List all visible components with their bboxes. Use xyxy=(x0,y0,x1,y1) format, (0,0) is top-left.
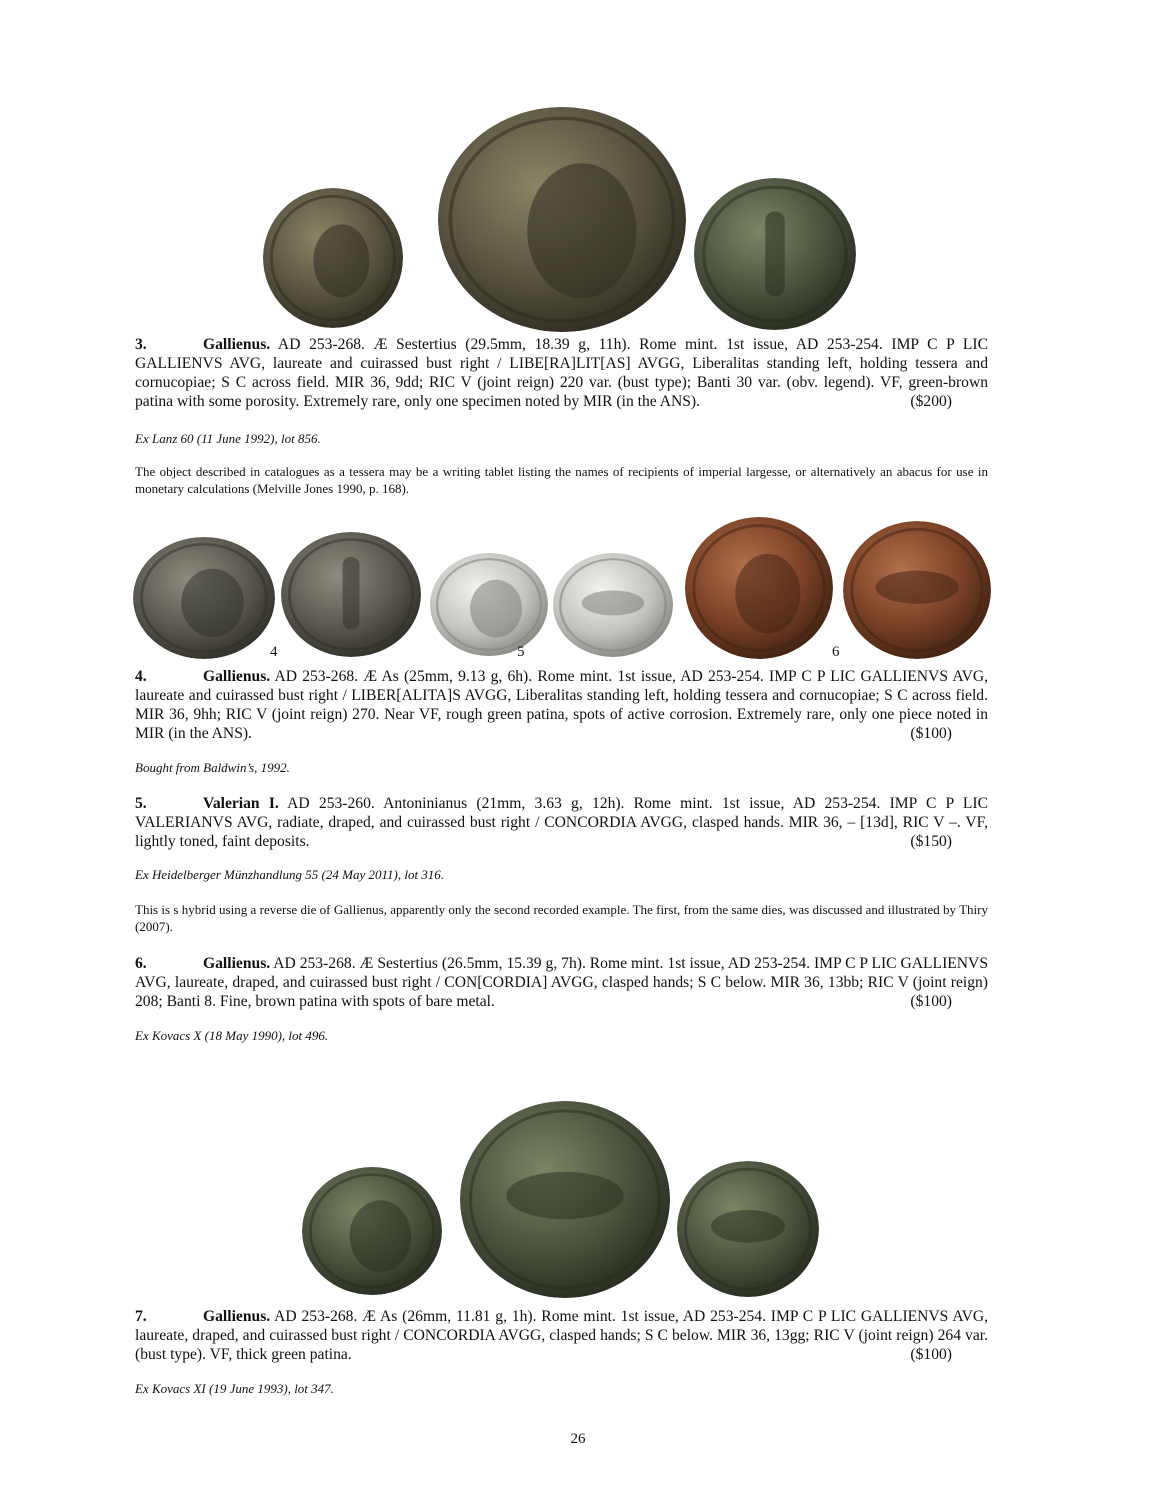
provenance-6: Ex Kovacs X (18 May 1990), lot 496. xyxy=(135,1028,329,1043)
catalogue-entry-6 xyxy=(135,954,988,1011)
entry-description: AD 253-260. Antoninianus (21mm, 3.63 g, 12h). Rome mint. 1st issue, AD 253-254. IMP C P LIC VALERIANVS AVG, radiate, draped, and cuirassed bust right / CONCORDIA AVGG, clasped hands. MIR 36, – [13d], RIC V –. VF, lightly toned, faint deposits. xyxy=(135,795,988,850)
entry-description: AD 253-268. Æ Sestertius (26.5mm, 15.39 g, 7h). Rome mint. 1st issue, AD 253-254. IMP C P LIC GALLIENVS AVG, laureate, draped, and cuirassed bust right / CON[CORDIA] AVGG, clasped hands; S C below. MIR 36, 13bb; RIC V (joint reign) 208; Banti 8. Fine, brown patina with spots of bare metal. xyxy=(135,955,988,1010)
coin-3-obverse-large-image xyxy=(438,107,686,332)
entry-number: 5. xyxy=(135,795,147,812)
provenance-3: Ex Lanz 60 (11 June 1992), lot 856. xyxy=(135,431,321,446)
catalogue-entry-5 xyxy=(135,794,988,851)
coin-7-obverse-small-image xyxy=(302,1167,442,1295)
coin-3-reverse-image xyxy=(694,178,856,330)
entry-description: AD 253-268. Æ As (26mm, 11.81 g, 1h). Rome mint. 1st issue, AD 253-254. IMP C P LIC GALLIENVS AVG, laureate, draped, and cuirassed bust right / CONCORDIA AVGG, clasped hands; S C below. MIR 36, 13gg; RIC V (joint reign) 264 var. (bust type). VF, thick green patina. xyxy=(135,1308,988,1363)
estimate-price: ($100) xyxy=(910,1346,952,1363)
plate-label-6: 6 xyxy=(832,644,840,660)
estimate-price: ($100) xyxy=(910,725,952,742)
entry-description: AD 253-268. Æ As (25mm, 9.13 g, 6h). Rome mint. 1st issue, AD 253-254. IMP C P LIC GALLIENVS AVG, laureate and cuirassed bust right / LIBER[ALITA]S AVGG, Liberalitas standing left, holding tessera and cornucopiae; S C across field. MIR 36, 9hh; RIC V (joint reign) 270. Near VF, rough green patina, spots of active corrosion. Extremely rare, only one piece noted in MIR (in the ANS). xyxy=(135,668,988,742)
coin-7-reverse-large-image xyxy=(460,1101,670,1298)
coin-3-obverse-small-image xyxy=(263,188,403,328)
note-5: This is s hybrid using a reverse die of Gallienus, apparently only the second recorded example. The first, from the same dies, was discussed and illustrated by Thiry (2007). xyxy=(135,902,988,934)
provenance-5: Ex Heidelberger Münzhandlung 55 (24 May 2011), lot 316. xyxy=(135,867,445,882)
catalogue-entry-7 xyxy=(135,1307,988,1364)
entry-number: 6. xyxy=(135,955,147,972)
note-3: The object described in catalogues as a tessera may be a writing tablet listing the names of recipients of imperial largesse, or alternatively an abacus for use in monetary calculations (Melville Jones 1990, p. 168). xyxy=(135,464,988,496)
estimate-price: ($200) xyxy=(910,393,952,410)
plate-label-5: 5 xyxy=(517,644,525,660)
entry-number: 4. xyxy=(135,668,147,685)
page-number: 26 xyxy=(570,1431,586,1447)
ruler-name: Gallienus. xyxy=(203,336,271,353)
coin-5-obverse-image xyxy=(430,553,548,656)
estimate-price: ($150) xyxy=(910,833,952,850)
provenance-4: Bought from Baldwin’s, 1992. xyxy=(135,760,290,775)
ruler-name: Valerian I. xyxy=(203,795,279,812)
ruler-name: Gallienus. xyxy=(203,955,271,972)
entry-description: AD 253-268. Æ Sestertius (29.5mm, 18.39 g, 11h). Rome mint. 1st issue, AD 253-254. IMP C P LIC GALLIENVS AVG, laureate and cuirassed bust right / LIBE[RA]LIT[AS] AVGG, Liberalitas standing left, holding tessera and cornucopiae; S C across field. MIR 36, 9dd; RIC V (joint reign) 220 var. (bust type); Banti 30 var. (obv. legend). VF, green-brown patina with some porosity. Extremely rare, only one specimen noted by MIR (in the ANS). xyxy=(135,336,988,410)
entry-number: 7. xyxy=(135,1308,147,1325)
entry-number: 3. xyxy=(135,336,147,353)
catalogue-entry-4 xyxy=(135,667,988,743)
coin-6-obverse-image xyxy=(685,517,833,659)
plate-label-4: 4 xyxy=(270,644,278,660)
ruler-name: Gallienus. xyxy=(203,668,271,685)
coin-4-obverse-image xyxy=(133,537,275,659)
ruler-name: Gallienus. xyxy=(203,1308,271,1325)
catalogue-entry-3 xyxy=(135,335,988,411)
provenance-7: Ex Kovacs XI (19 June 1993), lot 347. xyxy=(135,1381,334,1396)
estimate-price: ($100) xyxy=(910,993,952,1010)
coin-4-reverse-image xyxy=(281,532,421,657)
coin-6-reverse-image xyxy=(843,521,991,659)
coin-5-reverse-image xyxy=(553,553,673,657)
coin-7-reverse-small-image xyxy=(677,1161,819,1297)
